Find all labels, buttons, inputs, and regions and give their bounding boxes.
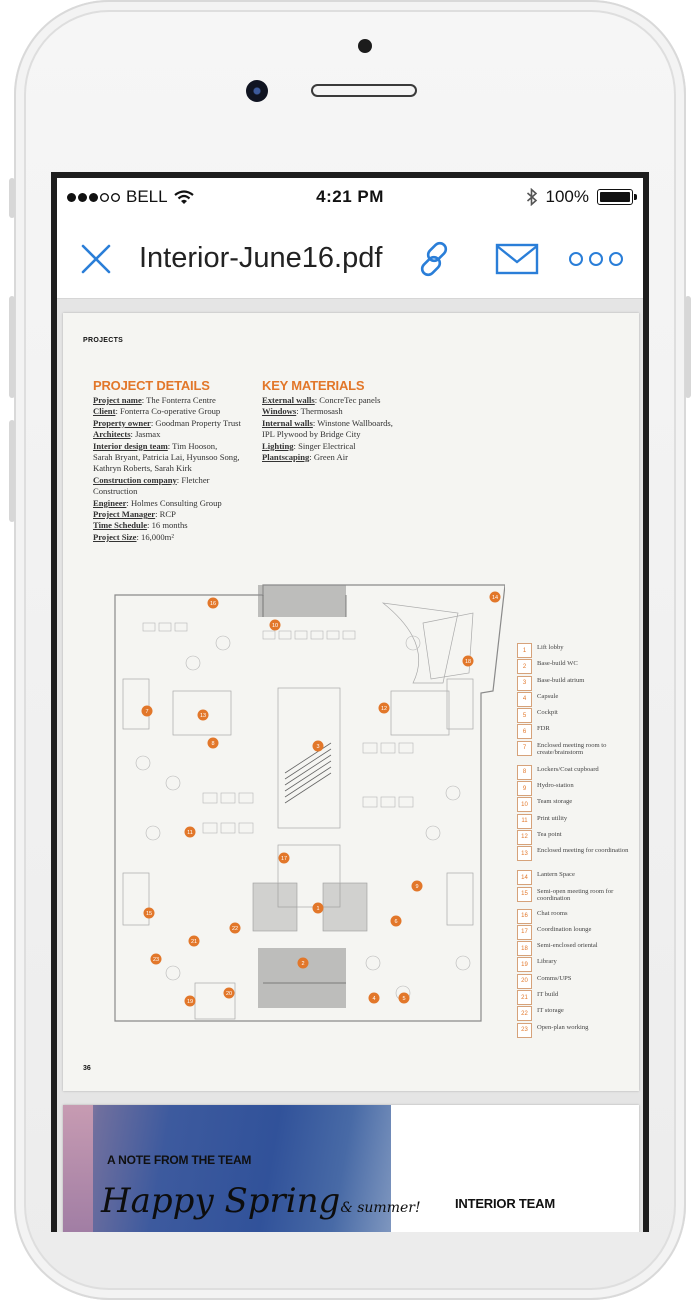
display [57, 178, 643, 1232]
close-icon[interactable] [79, 242, 113, 276]
legend-item: 14 Lantern Space [517, 870, 629, 886]
legend-item: 20 Comms/UPS [517, 974, 629, 990]
pdf-page[interactable] [63, 313, 639, 1091]
bluetooth-icon [526, 188, 538, 206]
legend-item: 5 Cockpit [517, 708, 629, 724]
material-line: Internal walls: Winstone Wallboards, [262, 417, 393, 428]
legend-item: 10 Team storage [517, 797, 629, 813]
plan-marker-label: 11 [187, 830, 193, 837]
legend-item: 12 Tea point [517, 830, 629, 846]
carrier-label: BELL [126, 187, 168, 206]
legend-item: 11 Print utility [517, 814, 629, 830]
phone-screen [51, 172, 649, 1232]
plan-marker-label: 10 [271, 623, 279, 630]
mail-icon[interactable] [495, 242, 539, 276]
front-camera [246, 80, 268, 102]
battery-icon [597, 189, 633, 205]
plan-marker-label: 12 [380, 706, 388, 713]
detail-line: Interior design team: Tim Hooson, [93, 440, 218, 451]
legend-item: 8 Lockers/Coat cupboard [517, 765, 629, 781]
plan-marker-label: 23 [152, 957, 160, 964]
team-heading: INTERIOR TEAM [455, 1196, 555, 1211]
detail-line: Time Schedule: 16 months [93, 520, 188, 531]
plan-marker-label: 19 [186, 999, 194, 1006]
document-toolbar [57, 214, 643, 299]
floor-plan [113, 583, 505, 1029]
document-title: Interior-June16.pdf [139, 242, 383, 274]
legend-item: 3 Base-build atrium [517, 676, 629, 692]
floor-plan-legend [517, 643, 629, 1039]
legend-item: 17 Coordination lounge [517, 925, 629, 941]
volume-up-button [9, 296, 15, 398]
section-label: PROJECTS [83, 337, 124, 344]
plan-marker-label: 5 [402, 996, 406, 1003]
legend-item: 6 FDR [517, 724, 629, 740]
legend-item: 19 Library [517, 957, 629, 973]
material-line: Lighting: Singer Electrical [262, 440, 356, 451]
detail-line: Construction [93, 486, 138, 497]
plan-marker-label: 8 [211, 741, 215, 748]
detail-line: Project Manager: RCP [93, 509, 176, 520]
legend-item: 1 Lift lobby [517, 643, 629, 659]
material-line: IPL Plywood by Bridge City [262, 429, 361, 440]
legend-item: 4 Capsule [517, 692, 629, 708]
legend-item: 9 Hydro-station [517, 781, 629, 797]
more-icon[interactable] [569, 252, 623, 266]
material-line: External walls: ConcreTec panels [262, 395, 381, 405]
plan-marker-label: 3 [316, 744, 320, 751]
mute-switch [9, 178, 15, 218]
legend-item: 22 IT storage [517, 1006, 629, 1022]
status-time: 4:21 PM [316, 187, 384, 206]
note-heading: A NOTE FROM THE TEAM [107, 1153, 252, 1167]
project-details-heading: PROJECT DETAILS [93, 378, 210, 393]
plan-marker-label: 15 [145, 911, 153, 918]
plan-marker-label: 14 [491, 595, 499, 602]
plan-marker-label: 2 [301, 961, 305, 968]
proximity-sensor [358, 39, 372, 53]
legend-item: 2 Base-build WC [517, 659, 629, 675]
legend-item: 7 Enclosed meeting room to create/brainstorm [517, 741, 629, 765]
plan-marker-label: 4 [372, 996, 376, 1003]
key-materials-heading: KEY MATERIALS [262, 378, 365, 393]
plan-marker-label: 1 [316, 906, 320, 913]
pdf-page[interactable] [63, 1105, 639, 1232]
plan-marker-label: 9 [415, 884, 419, 891]
plan-marker-label: 13 [199, 713, 207, 720]
plan-marker-label: 21 [190, 939, 198, 946]
plan-marker-label: 18 [464, 659, 472, 666]
material-line: Windows: Thermosash [262, 406, 343, 417]
material-line: Plantscaping: Green Air [262, 452, 348, 463]
page-number: 36 [83, 1065, 91, 1072]
legend-item: 18 Semi-enclosed oriental [517, 941, 629, 957]
plan-marker-label: 6 [394, 919, 398, 926]
battery-percent: 100% [545, 187, 589, 206]
plan-marker-label: 16 [209, 601, 217, 608]
photo-edge [63, 1105, 93, 1232]
script-heading: Happy Spring& summer! [101, 1181, 421, 1221]
status-bar [57, 178, 643, 214]
plan-marker-label: 20 [225, 991, 233, 998]
power-button [685, 296, 691, 398]
legend-item: 21 IT build [517, 990, 629, 1006]
legend-item: 13 Enclosed meeting for coordination [517, 846, 629, 870]
legend-item: 15 Semi-open meeting room for coordination [517, 887, 629, 909]
detail-line: Architects: Jasmax [93, 429, 161, 440]
detail-line: Property owner: Goodman Property Trust [93, 417, 241, 428]
link-icon[interactable] [413, 238, 455, 280]
plan-marker-label: 22 [231, 926, 239, 933]
plan-marker-label: 17 [280, 856, 288, 863]
detail-line: Construction company: Fletcher [93, 474, 210, 485]
legend-item: 23 Open-plan working [517, 1023, 629, 1039]
detail-line: Client: Fonterra Co-operative Group [93, 406, 221, 417]
detail-line: Sarah Bryant, Patricia Lai, Hyunsoo Song, [93, 452, 240, 463]
key-materials-list [262, 395, 422, 463]
detail-line: Kathryn Roberts, Sarah Kirk [93, 463, 192, 474]
earpiece-speaker [311, 84, 417, 97]
plan-marker-label: 7 [145, 709, 149, 716]
detail-line: Project Size: 16,000m² [93, 531, 174, 542]
legend-item: 16 Chat rooms [517, 909, 629, 925]
volume-down-button [9, 420, 15, 522]
detail-line: Engineer: Holmes Consulting Group [93, 497, 222, 508]
status-right [526, 187, 633, 207]
detail-line: Project name: The Fonterra Centre [93, 395, 216, 405]
project-details-list [93, 395, 258, 543]
